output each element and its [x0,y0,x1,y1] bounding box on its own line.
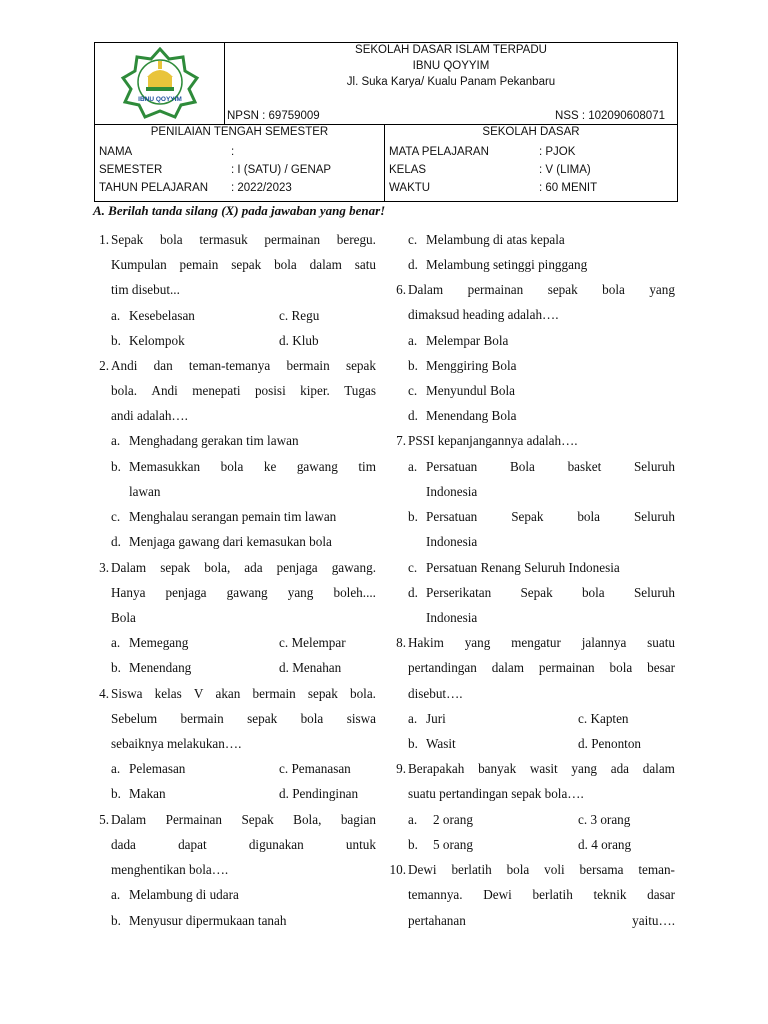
info-label: KELAS [389,164,427,176]
word: Perserikatan [426,585,492,600]
question-number: 9. [396,761,406,776]
word: permainan [538,660,595,675]
word: Sepak [520,585,553,600]
word: Persatuan [426,509,478,524]
question-line [408,862,675,878]
exam-title: PENILAIAN TENGAH SEMESTER [150,126,329,138]
word: Seluruh [633,585,675,600]
option-row [383,560,675,578]
word: bagian [340,812,376,827]
question-line [111,812,376,828]
question-3-line-2 [86,585,376,603]
option-letter: c. [111,509,121,524]
word: ada [244,560,263,575]
question-line [408,282,675,298]
word: kiper. [300,383,330,398]
info-value: : [231,146,235,158]
word: untuk [345,837,376,852]
question-line [111,686,376,702]
question-2 [86,358,376,376]
option-letter: b. [111,660,121,675]
word: boleh.... [333,585,376,600]
option-text: lawan [129,484,161,499]
word: Andi [151,383,178,398]
word: yang [287,585,314,600]
word: Memasukkan [129,459,201,474]
option-text: Indonesia [426,484,478,499]
school-name: IBNU QOYYIM [412,60,490,72]
option-letter: a. [111,308,121,323]
question-9-line-2 [383,786,675,804]
option-row [383,812,675,830]
word: dalam [309,257,342,272]
option-row [86,913,376,931]
question-number: 3. [99,560,109,575]
question-8-line-3 [383,686,675,704]
option-letter: a. [408,459,418,474]
option-row [383,837,675,855]
exam-info-row [95,125,677,202]
question-line [111,383,376,399]
option-letter: d. [111,534,121,549]
word: penjaga [165,585,207,600]
word: Bola [509,459,535,474]
question-1 [86,232,376,250]
word: berlatih [451,862,492,877]
question-number: 4. [99,686,109,701]
word: voli [544,862,565,877]
word: ke [263,459,277,474]
option-row [86,635,376,653]
word: berlatih [532,887,573,902]
word: Persatuan [426,459,478,474]
option-text: Makan [129,786,166,801]
question-line [111,837,376,853]
option-text: d. Klub [279,333,319,348]
option-text: Menendang [129,660,192,675]
option-text: c. 3 orang [578,812,631,827]
question-line: Bola [111,610,136,625]
word: satu [354,257,376,272]
question-6 [383,282,675,300]
word: bola [609,660,633,675]
word: sepak [307,686,338,701]
question-5 [86,812,376,830]
option-letter: a. [111,635,121,650]
question-line [111,585,376,601]
option-letter: c. [408,383,418,398]
question-5-line-2 [86,837,376,855]
option-row [383,383,675,401]
npsn: NPSN : 69759009 [227,110,320,122]
option-letter: b. [408,837,418,852]
word: wasit [529,761,558,776]
question-10-line-2 [383,887,675,905]
info-label: NAMA [99,146,133,158]
word: Sepak [111,232,144,247]
question-number: 2. [99,358,109,373]
word: Berapakah [408,761,465,776]
word: suatu [647,635,675,650]
word: jalannya [581,635,627,650]
word: bermain [286,358,330,373]
option-text: Indonesia [426,534,478,549]
word: dapat [178,837,207,852]
question-4-line-2 [86,711,376,729]
info-label: SEMESTER [99,164,163,176]
info-value: : V (LIMA) [539,164,591,176]
word: yang [571,761,598,776]
school-header-table [94,42,678,202]
option-letter: b. [111,333,121,348]
question-line [111,257,376,273]
question-line: menghentikan bola…. [111,862,229,877]
word: pertahanan [408,913,466,928]
word: sepak [160,560,191,575]
option-letter: a. [111,761,121,776]
exam-info-left [95,125,385,201]
word: Dalam [408,282,444,297]
nss: NSS : 102090608071 [555,110,665,122]
option-row [383,257,675,275]
word: Seluruh [633,509,675,524]
word: bermain [180,711,224,726]
question-3 [86,560,376,578]
question-9 [383,761,675,779]
word: Siswa [111,686,143,701]
option-text: Menggiring Bola [426,358,517,373]
question-2-line-3 [86,408,376,426]
question-line [111,358,376,374]
question-5-line-3 [86,862,376,880]
option-letter: a. [111,433,121,448]
question-line [408,913,675,929]
option-letter: c. [408,560,418,575]
question-8-line-2 [383,660,675,678]
word: siswa [346,711,376,726]
word: dada [111,837,136,852]
option-letter: d. [408,408,418,423]
word: digunakan [248,837,304,852]
word: Andi [111,358,138,373]
option-letter: b. [111,913,121,928]
word: Kumpulan [111,257,167,272]
option-text: Kelompok [129,333,185,348]
question-6-line-2 [383,307,675,325]
instruction: A. Berilah tanda silang (X) pada jawaban yang benar! [93,203,386,218]
option-row-cont [86,484,376,502]
question-number: 1. [99,232,109,247]
option-text: Juri [426,711,446,726]
question-number: 10. [389,862,406,877]
word: dan [153,358,173,373]
word: mengatur [511,635,561,650]
word: bola [581,585,605,600]
word: bola [506,862,530,877]
word: yang [464,635,491,650]
word: Sepak [511,509,544,524]
school-logo [95,43,225,124]
word: yang [649,282,675,297]
option-text: Persatuan Renang Seluruh Indonesia [426,560,620,575]
option-row [86,459,376,477]
word: Dewi [408,862,437,877]
option-row [383,459,675,477]
info-value: : PJOK [539,146,576,158]
info-row-waktu [389,182,677,198]
info-value: : 60 MENIT [539,182,598,194]
word: Sebelum [111,711,158,726]
question-line [408,660,675,676]
option-text: d. Pendinginan [279,786,359,801]
question-line: PSSI kepanjangannya adalah…. [408,433,578,448]
word: Sepak [241,812,274,827]
question-number: 8. [396,635,406,650]
option-letter: b. [111,459,121,474]
option-text [426,509,675,525]
question-line [111,560,376,576]
info-label: TAHUN PELAJARAN [99,182,209,194]
word: pertandingan [408,660,477,675]
option-text: Menyusur dipermukaan tanah [129,913,287,928]
school-identity [225,43,677,124]
option-letter: c. [408,232,418,247]
word: sepak [547,282,578,297]
option-row [383,585,675,603]
logo-text: IBNU QOYYIM [137,95,182,103]
info-row-tahun [99,182,384,198]
option-text: Menghadang gerakan tim lawan [129,433,299,448]
word: penjaga [276,560,318,575]
word: beregu. [336,232,376,247]
question-line [408,761,675,777]
question-line: disebut…. [408,686,463,701]
option-text: Menghalau serangan pemain tim lawan [129,509,337,524]
word: gawang [226,585,268,600]
question-7 [383,433,675,451]
option-row [383,509,675,527]
option-row [383,711,675,729]
option-letter: b. [111,786,121,801]
question-8 [383,635,675,653]
word: sepak [345,358,376,373]
option-text: Melambung di atas kepala [426,232,565,247]
word: permainan [264,232,321,247]
question-number: 7. [396,433,406,448]
word: sepak [231,257,262,272]
word: besar [647,660,675,675]
question-4-line-3 [86,736,376,754]
word: V [193,686,204,701]
word: gawang [296,459,338,474]
question-2-line-2 [86,383,376,401]
option-letter: b. [408,509,418,524]
word: dalam [491,660,524,675]
option-letter: d. [408,585,418,600]
option-row [86,509,376,527]
word: bola [602,282,625,297]
option-text: Melambung setinggi pinggang [426,257,588,272]
question-line [408,635,675,651]
word: dasar [647,887,675,902]
word: bola. [111,383,138,398]
option-text: 5 orang [433,837,473,852]
school-address: Jl. Suka Karya/ Kualu Panam Pekanbaru [346,76,556,88]
school-level: SEKOLAH DASAR [482,126,580,138]
word: menepati [192,383,241,398]
option-row [86,887,376,905]
option-letter: a. [111,887,121,902]
option-row-cont [383,484,675,502]
info-value: : I (SATU) / GENAP [231,164,332,176]
word: akan [215,686,241,701]
school-header-row [95,43,677,125]
info-label: WAKTU [389,182,431,194]
question-4 [86,686,376,704]
word: bersama [579,862,624,877]
question-line [111,711,376,727]
word: bola [274,257,297,272]
option-row [383,333,675,351]
word: sepak [247,711,278,726]
question-line: sebaiknya melakukan…. [111,736,242,751]
word: yaitu…. [632,913,675,928]
question-1-line-3 [86,282,376,300]
word: Dalam [111,812,147,827]
word: pemain [179,257,219,272]
word: termasuk [199,232,248,247]
option-row [86,786,376,804]
option-row [86,761,376,779]
option-text: c. Regu [279,308,320,323]
word: banyak [478,761,517,776]
word: bola. [349,686,376,701]
word: Hanya [111,585,146,600]
word: Tugas [344,383,376,398]
info-row-mapel [389,146,677,162]
option-row [86,433,376,451]
info-label: MATA PELAJARAN [389,146,489,158]
option-text: c. Melempar [279,635,346,650]
option-row [383,408,675,426]
word: bola [220,459,244,474]
question-line [408,887,675,903]
word: teknik [593,887,627,902]
option-text: Melempar Bola [426,333,509,348]
option-text: d. 4 orang [578,837,632,852]
question-number: 5. [99,812,109,827]
info-row-nama [99,146,384,162]
option-row [86,660,376,678]
word: gawang. [331,560,376,575]
word: Hakim [408,635,444,650]
option-text [426,459,675,475]
option-text: Kesebelasan [129,308,195,323]
question-line: dimaksud heading adalah…. [408,307,559,322]
option-row [86,308,376,326]
option-text: c. Pemanasan [279,761,351,776]
word: posisi [254,383,286,398]
option-letter: b. [408,358,418,373]
option-letter: d. [408,257,418,272]
option-row [383,358,675,376]
option-text: d. Menahan [279,660,342,675]
option-text: Indonesia [426,610,478,625]
word: bola [577,509,601,524]
word: permainan [467,282,524,297]
option-row-cont [383,610,675,628]
info-row-kelas [389,164,677,180]
question-line: suatu pertandingan sepak bola…. [408,786,584,801]
question-3-line-3 [86,610,376,628]
option-text: Menjaga gawang dari kemasukan bola [129,534,332,549]
question-10 [383,862,675,880]
option-row [383,232,675,250]
info-value: : 2022/2023 [231,182,292,194]
option-row [86,534,376,552]
word: Bola, [293,812,322,827]
school-type: SEKOLAH DASAR ISLAM TERPADU [355,44,547,56]
question-line [111,232,376,248]
option-text: Pelemasan [129,761,186,776]
word: Dalam [111,560,147,575]
option-text: Menyundul Bola [426,383,516,398]
option-letter: b. [408,736,418,751]
question-10-line-3 [383,913,675,931]
option-letter: a. [408,812,418,827]
word: Seluruh [633,459,675,474]
school-logo-icon [113,47,207,121]
option-text: 2 orang [433,812,473,827]
word: tim [358,459,376,474]
option-row-cont [383,534,675,552]
option-letter: a. [408,333,418,348]
word: teman-temanya [188,358,271,373]
word: bermain [252,686,296,701]
info-row-semester [99,164,384,180]
word: bola [300,711,324,726]
option-text: d. Penonton [578,736,642,751]
option-letter: a. [408,711,418,726]
option-text [426,585,675,601]
word: ada [610,761,630,776]
word: teman- [638,862,675,877]
question-1-line-2 [86,257,376,275]
question-line: tim disebut... [111,282,180,297]
option-row [383,736,675,754]
question-number: 6. [396,282,406,297]
word: kelas [154,686,182,701]
option-text: Wasit [426,736,456,751]
word: Permainan [165,812,223,827]
option-text: Memegang [129,635,189,650]
option-text: Melambung di udara [129,887,239,902]
option-text: c. Kapten [578,711,629,726]
exam-info-right [385,125,677,201]
option-row [86,333,376,351]
option-text [129,459,376,475]
word: temannya. [408,887,463,902]
word: bola [159,232,183,247]
word: basket [567,459,602,474]
word: Dewi [483,887,512,902]
question-line: andi adalah…. [111,408,188,423]
word: bola, [204,560,231,575]
option-text: Menendang Bola [426,408,517,423]
word: dalam [642,761,675,776]
